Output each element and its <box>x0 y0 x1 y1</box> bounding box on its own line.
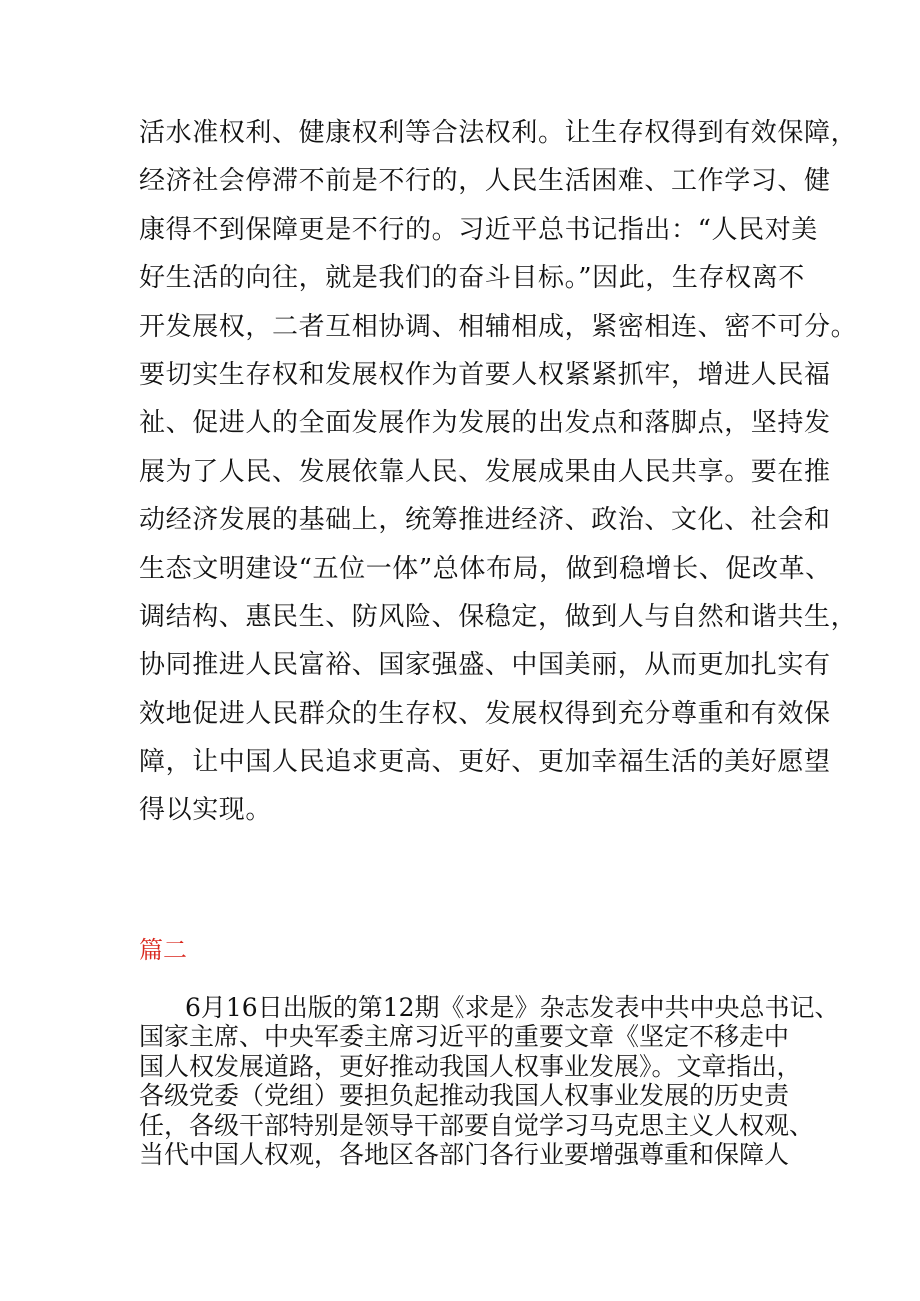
section1-line: 障，让中国人民追求更高、更好、更加幸福生活的美好愿望 <box>139 747 831 778</box>
section1-line: 开发展权，二者互相协调、相辅相成，紧密相连、密不可分。 <box>139 311 858 342</box>
section1-line: 展为了人民、发展依靠人民、发展成果由人民共享。要在推 <box>139 456 831 487</box>
section2-line: 6月16日出版的第12期《求是》杂志发表中共中央总书记、 <box>185 993 840 1022</box>
section2-body <box>139 993 840 1169</box>
section2-line: 各级党委（党组）要担负起推动我国人权事业发展的历史责 <box>139 1081 790 1111</box>
section1-line: 调结构、惠民生、防风险、保稳定，做到人与自然和谐共生， <box>139 601 858 632</box>
section2-line: 国家主席、中央军委主席习近平的重要文章《坚定不移走中 <box>139 1022 790 1052</box>
section2-line: 国人权发展道路，更好推动我国人权事业发展》。文章指出， <box>139 1051 802 1081</box>
section1-line: 协同推进人民富裕、国家强盛、中国美丽，从而更加扎实有 <box>139 650 831 681</box>
section2-heading: 篇二 <box>139 936 187 964</box>
section2-line: 当代中国人权观，各地区各部门各行业要增强尊重和保障人 <box>139 1139 790 1169</box>
section1-line: 康得不到保障更是不行的。习近平总书记指出：“人民对美 <box>139 214 818 245</box>
section1-line: 好生活的向往，就是我们的奋斗目标。”因此，生存权离不 <box>139 263 805 294</box>
section2-line: 任，各级干部特别是领导干部要自觉学习马克思主义人权观、 <box>139 1110 815 1140</box>
section1-line: 要切实生存权和发展权作为首要人权紧紧抓牢，增进人民福 <box>139 359 831 390</box>
section1-line: 活水准权利、健康权利等合法权利。让生存权得到有效保障， <box>139 118 858 148</box>
section1-body <box>139 109 858 835</box>
section1-line: 效地促进人民群众的生存权、发展权得到充分尊重和有效保 <box>139 698 831 729</box>
section1-line: 动经济发展的基础上，统筹推进经济、政治、文化、社会和 <box>139 505 831 536</box>
section1-line: 祉、促进人的全面发展作为发展的出发点和落脚点，坚持发 <box>139 408 831 439</box>
section1-line: 经济社会停滞不前是不行的，人民生活困难、工作学习、健 <box>139 166 831 197</box>
section1-line: 得以实现。 <box>139 795 273 826</box>
section1-line: 生态文明建设“五位一体”总体布局，做到稳增长、促改革、 <box>139 553 832 584</box>
